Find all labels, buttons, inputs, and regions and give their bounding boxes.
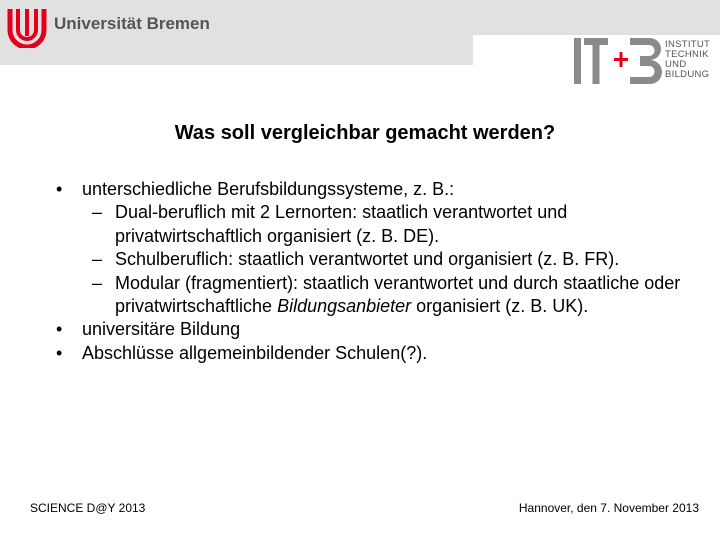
sub-bullet-item (56, 248, 696, 271)
sub-bullet-item (56, 201, 696, 248)
footer-event: SCIENCE D@Y 2013 (30, 501, 146, 515)
sub-bullet-text-start: Modular (fragmentiert): staatlich verantwortet und durch staatliche oder privatwirtschaftliche (115, 272, 681, 317)
sub-bullet-text: Schulberuflich: staatlich verantwortet und organisiert (z. B. FR). (115, 249, 620, 270)
bullet-marker: • (56, 342, 63, 363)
itb-institute-name (665, 40, 710, 80)
itb-line: INSTITUT (665, 39, 711, 50)
bullet-text: Abschlüsse allgemeinbildender Schulen(?). (82, 342, 428, 363)
bullet-text: universitäre Bildung (82, 319, 241, 340)
bullet-text: unterschiedliche Berufsbildungssysteme, z. B.: (82, 179, 455, 199)
bullet-item (56, 178, 696, 201)
sub-bullet-text-end: organisiert (z. B. UK). (411, 296, 589, 317)
itb-line: TECHNIK (665, 49, 709, 60)
slide-title: Was soll vergleichbar gemacht werden? (174, 122, 556, 144)
bullet-item (56, 342, 696, 365)
bullet-marker: • (56, 179, 63, 199)
slide-content (56, 178, 696, 365)
sub-bullet-item (56, 272, 696, 319)
sub-bullet-text: Dual-beruflich mit 2 Lernorten: staatlich verantwortet und privatwirtschaftlich organisiert (z. B. DE). (115, 202, 568, 246)
sub-bullet-text (115, 273, 680, 316)
itb-line: BILDUNG (665, 69, 710, 80)
bullet-item (56, 318, 696, 341)
itb-logo-icon (574, 36, 664, 84)
sub-bullet-emphasis: Bildungsanbieter (277, 296, 412, 317)
footer-date: Hannover, den 7. November 2013 (518, 501, 699, 515)
dash-marker: – (92, 249, 103, 270)
itb-line: UND (665, 59, 687, 70)
dash-marker: – (92, 202, 103, 223)
dash-marker: – (92, 272, 103, 293)
university-logo-icon (6, 6, 48, 48)
bullet-marker: • (56, 319, 63, 340)
university-name: Universität Bremen (54, 14, 210, 33)
